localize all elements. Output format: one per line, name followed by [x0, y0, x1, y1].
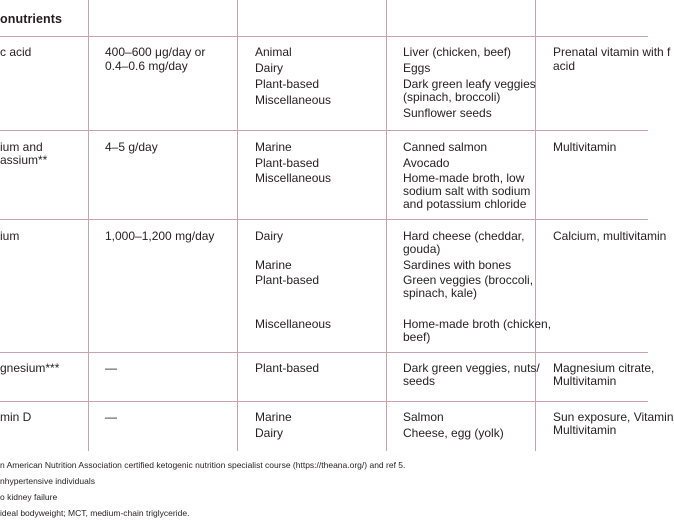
- source-category: Animal: [255, 45, 292, 59]
- food-source: seeds: [403, 374, 436, 388]
- row-divider: [0, 219, 648, 220]
- row-divider: [0, 130, 648, 131]
- supplement: Magnesium citrate,: [553, 361, 655, 375]
- source-category: Marine: [255, 140, 292, 154]
- supplement: Multivitamin: [553, 423, 617, 437]
- food-source: Canned salmon: [403, 140, 488, 154]
- food-source: Green veggies (broccoli,: [403, 273, 534, 287]
- row-divider: [0, 401, 648, 402]
- amount-line: —: [105, 361, 117, 375]
- nutrient-name: ium and: [0, 140, 43, 154]
- nutrient-name: c acid: [0, 45, 32, 59]
- amount-line: 0.4–0.6 mg/day: [105, 59, 188, 73]
- food-source: Home-made broth, low: [403, 171, 525, 185]
- supplement: Multivitamin: [553, 374, 617, 388]
- nutrient-name: gnesium***: [0, 361, 60, 375]
- food-source: sodium salt with sodium: [403, 184, 531, 198]
- food-source: beef): [403, 330, 431, 344]
- amount-line: 1,000–1,200 mg/day: [105, 229, 215, 243]
- food-source: Avocado: [403, 156, 450, 170]
- column-divider: [386, 0, 387, 451]
- food-source: Liver (chicken, beef): [403, 45, 512, 59]
- source-category: Plant-based: [255, 273, 320, 287]
- source-category: Plant-based: [255, 156, 320, 170]
- source-category: Dairy: [255, 426, 284, 440]
- food-source: Salmon: [403, 410, 444, 424]
- source-category: Miscellaneous: [255, 317, 332, 331]
- source-category: Marine: [255, 410, 292, 424]
- source-category: Miscellaneous: [255, 93, 332, 107]
- footnote: nhypertensive individuals: [0, 476, 95, 486]
- source-category: Plant-based: [255, 361, 320, 375]
- column-divider: [88, 0, 89, 451]
- nutrient-name: assium**: [0, 153, 48, 167]
- amount-line: 400–600 μg/day or: [105, 45, 206, 59]
- food-source: (spinach, broccoli): [403, 90, 501, 104]
- supplement: acid: [553, 59, 576, 73]
- column-divider: [237, 0, 238, 451]
- source-category: Dairy: [255, 229, 284, 243]
- food-source: gouda): [403, 242, 441, 256]
- supplement: Calcium, multivitamin: [553, 229, 667, 243]
- nutrient-name: ium: [0, 229, 20, 243]
- amount-line: 4–5 g/day: [105, 140, 158, 154]
- source-category: Marine: [255, 258, 292, 272]
- nutrient-name: min D: [0, 410, 32, 424]
- footnote: o kidney failure: [0, 492, 58, 502]
- source-category: Plant-based: [255, 77, 320, 91]
- source-category: Miscellaneous: [255, 171, 332, 185]
- source-category: Dairy: [255, 61, 284, 75]
- column-divider: [535, 0, 536, 451]
- row-divider: [0, 352, 648, 353]
- food-source: Sunflower seeds: [403, 106, 492, 120]
- food-source: Hard cheese (cheddar,: [403, 229, 525, 243]
- footnote: n American Nutrition Association certified ketogenic nutrition specialist course (https://theana.org/) and ref 5.: [0, 460, 406, 470]
- food-source: spinach, kale): [403, 286, 478, 300]
- food-source: Sardines with bones: [403, 258, 512, 272]
- footnote: ideal bodyweight; MCT, medium-chain triglyceride.: [0, 508, 190, 518]
- food-source: Cheese, egg (yolk): [403, 426, 504, 440]
- supplement: Multivitamin: [553, 140, 617, 154]
- food-source: Home-made broth (chicken,: [403, 317, 552, 331]
- food-source: Dark green veggies, nuts/: [403, 361, 540, 375]
- food-source: and potassium chloride: [403, 197, 527, 211]
- supplement: Sun exposure, Vitamin: [553, 410, 674, 424]
- food-source: Dark green leafy veggies: [403, 77, 536, 91]
- food-source: Eggs: [403, 61, 431, 75]
- supplement: Prenatal vitamin with f: [553, 45, 671, 59]
- row-divider: [0, 36, 648, 37]
- section-title: onutrients: [0, 12, 63, 26]
- amount-line: —: [105, 410, 117, 424]
